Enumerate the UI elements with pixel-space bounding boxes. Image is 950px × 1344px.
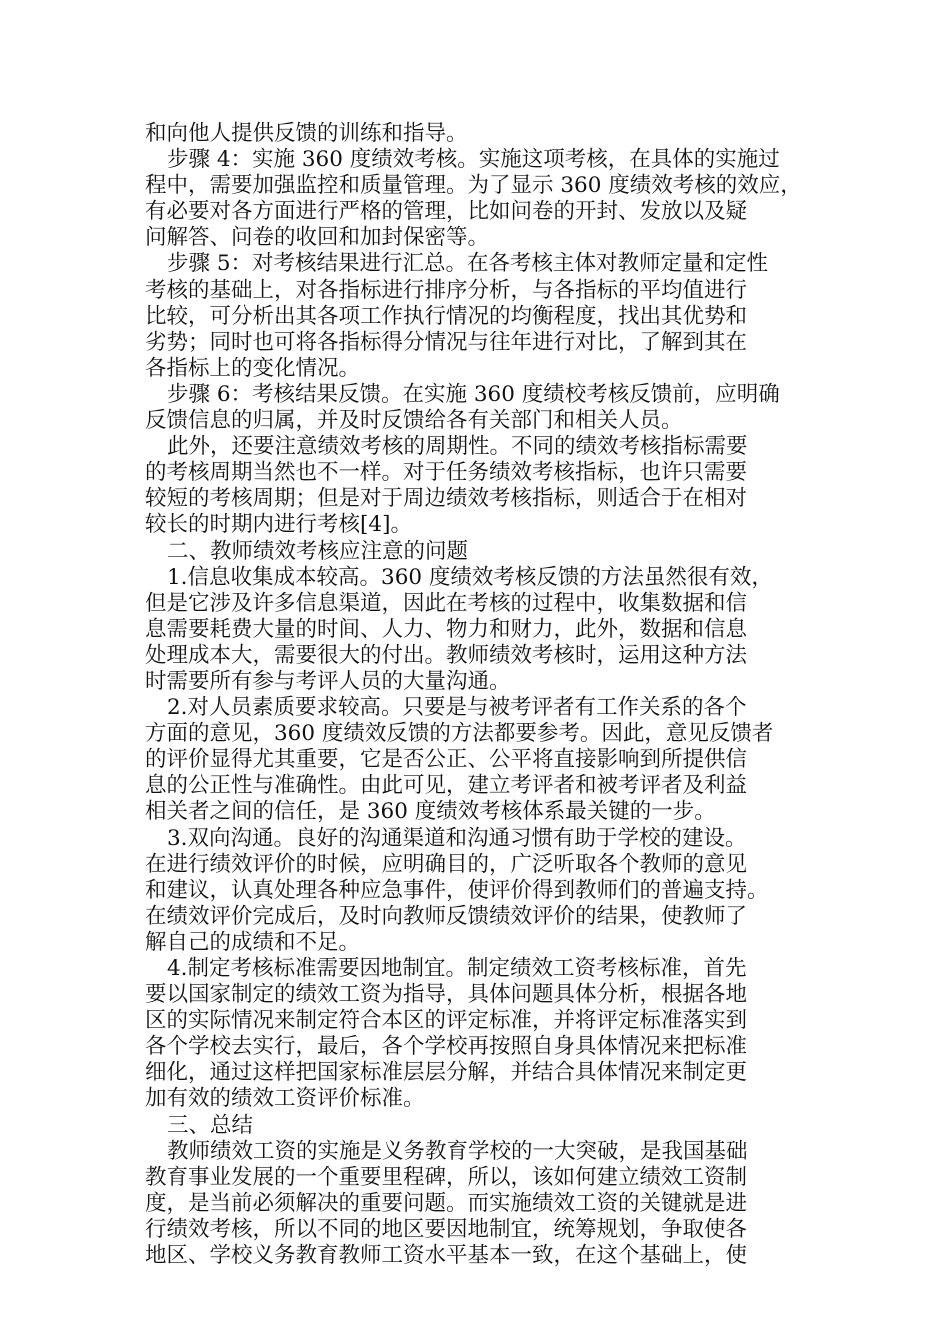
- text-line: 程中，需要加强监控和质量管理。为了显示 360 度绩效考核的效应，: [145, 173, 802, 199]
- text-line: 教育事业发展的一个重要里程碑，所以，该如何建立绩效工资制: [145, 1164, 748, 1190]
- text-line: 考核的基础上，对各指标进行排序分析，与各指标的平均值进行: [145, 277, 748, 303]
- text-line: 此外，还要注意绩效考核的周期性。不同的绩效考核指标需要: [167, 434, 748, 460]
- text-line: 2.对人员素质要求较高。只要是与被考评者有工作关系的各个: [167, 695, 747, 721]
- text-line: 息的公正性与准确性。由此可见，建立考评者和被考评者及利益: [145, 773, 748, 799]
- text-line: 1.信息收集成本较高。360 度绩效考核反馈的方法虽然很有效，: [167, 564, 773, 590]
- text-line: 在绩效评价完成后，及时向教师反馈绩效评价的结果，使教师了: [145, 903, 748, 929]
- text-line: 步骤 6：考核结果反馈。在实施 360 度绩校考核反馈前，应明确: [167, 381, 780, 407]
- text-line: 比较，可分析出其各项工作执行情况的均衡程度，找出其优势和: [145, 303, 748, 329]
- text-line: 的评价显得尤其重要，它是否公正、公平将直接影响到所提供信: [145, 747, 748, 773]
- text-line: 问解答、问卷的收回和加封保密等。: [145, 225, 490, 251]
- text-line: 劣势；同时也可将各指标得分情况与往年进行对比，了解到其在: [145, 329, 748, 355]
- text-line: 解自己的成绩和不足。: [145, 929, 361, 955]
- text-line: 处理成本大，需要很大的付出。教师绩效考核时，运用这种方法: [145, 642, 748, 668]
- text-line: 度，是当前必须解决的重要问题。而实施绩效工资的关键就是进: [145, 1190, 748, 1216]
- text-line: 三、总结: [167, 1112, 254, 1138]
- text-line: 行绩效考核，所以不同的地区要因地制宜，统筹规划，争取使各: [145, 1216, 748, 1242]
- text-line: 各指标上的变化情况。: [145, 355, 361, 381]
- text-line: 较短的考核周期；但是对于周边绩效考核指标，则适合于在相对: [145, 486, 748, 512]
- text-line: 加有效的绩效工资评价标准。: [145, 1086, 425, 1112]
- text-line: 的考核周期当然也不一样。对于任务绩效考核指标，也许只需要: [145, 460, 748, 486]
- text-line: 各个学校去实行，最后，各个学校再按照自身具体情况来把标准: [145, 1034, 748, 1060]
- text-line: 在进行绩效评价的时候，应明确目的，广泛听取各个教师的意见: [145, 851, 748, 877]
- text-line: 地区、学校义务教育教师工资水平基本一致，在这个基础上，使: [145, 1243, 748, 1269]
- text-line: 相关者之间的信任，是 360 度绩效考核体系最关键的一步。: [145, 799, 716, 825]
- text-line: 反馈信息的归属，并及时反馈给各有关部门和相关人员。: [145, 408, 683, 434]
- text-line: 二、教师绩效考核应注意的问题: [167, 538, 469, 564]
- text-line: 要以国家制定的绩效工资为指导，具体问题具体分析，根据各地: [145, 982, 748, 1008]
- document-body: [145, 121, 810, 1269]
- text-line: 3.双向沟通。良好的沟通渠道和沟通习惯有助于学校的建设。: [167, 825, 747, 851]
- text-line: 但是它涉及许多信息渠道，因此在考核的过程中，收集数据和信: [145, 590, 748, 616]
- text-line: 时需要所有参与考评人员的大量沟通。: [145, 668, 511, 694]
- text-line: 教师绩效工资的实施是义务教育学校的一大突破，是我国基础: [167, 1138, 748, 1164]
- text-line: 和建议，认真处理各种应急事件，使评价得到教师们的普遍支持。: [145, 877, 769, 903]
- text-line: 4.制定考核标准需要因地制宜。制定绩效工资考核标准，首先: [167, 956, 747, 981]
- text-line: 息需要耗费大量的时间、人力、物力和财力，此外，数据和信息: [145, 616, 748, 642]
- text-line: 有必要对各方面进行严格的管理，比如问卷的开封、发放以及疑: [145, 199, 748, 225]
- text-line: 区的实际情况来制定符合本区的评定标准，并将评定标准落实到: [145, 1008, 748, 1034]
- text-line: 方面的意见，360 度绩效反馈的方法都要参考。因此，意见反馈者: [145, 721, 774, 747]
- text-line: 步骤 5：对考核结果进行汇总。在各考核主体对教师定量和定性: [167, 251, 769, 277]
- text-line: 细化，通过这样把国家标准层层分解，并结合具体情况来制定更: [145, 1060, 748, 1086]
- text-line: 和向他人提供反馈的训练和指导。: [145, 121, 468, 146]
- text-line: 步骤 4：实施 360 度绩效考核。实施这项考核，在具体的实施过: [167, 147, 780, 173]
- text-line: 较长的时期内进行考核[4]。: [145, 512, 412, 538]
